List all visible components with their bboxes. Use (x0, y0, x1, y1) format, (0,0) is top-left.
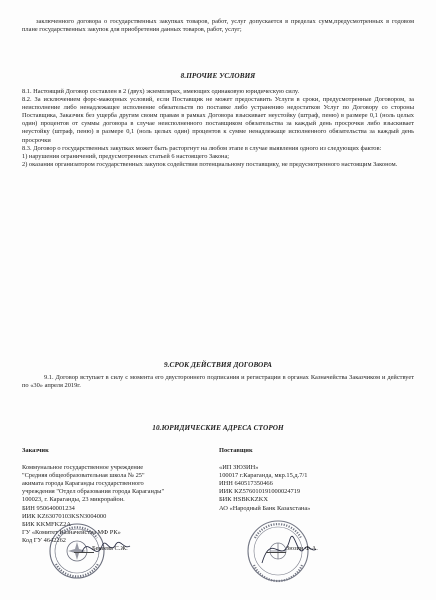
section-9-title: 9.СРОК ДЕЙСТВИЯ ДОГОВОРА (163, 361, 273, 369)
clause-8-3-item-1: 1) нарушения ограничений, предусмотренных статьей 6 настоящего Закона; (22, 152, 230, 160)
supplier-signature-line (266, 552, 286, 553)
supplier-line: АО «Народный Банк Казахстана» (219, 504, 311, 512)
clause-8-3-item-2: 2) оказания организатором государственных закупок содействия потенциальному поставщику, не предусмотренного настоящим Законом. (22, 160, 398, 168)
supplier-seal-and-signature (242, 519, 408, 583)
customer-line: ИИК KZ63070103KSN3004000 (22, 512, 107, 520)
customer-seal-and-signature (48, 522, 208, 580)
customer-heading: Заказчик (22, 447, 49, 454)
customer-line: учреждения "Отдел образования города Караганды" (22, 488, 165, 496)
customer-line: акимата города Караганды государственного (22, 480, 144, 488)
intro-paragraph: заключенного договора о государственных закупках товаров, работ, услуг допускается в пределах сумм,предусмотренных в годовом плане государственных закупок для приобретения данных товаров, работ, услуг; (22, 18, 414, 34)
clause-8-1: 8.1. Настоящий Договор составлен в 2 (двух) экземплярах, имеющих одинаковую юридическую силу. (22, 88, 300, 95)
customer-line: Коммунальное государственное учреждение (22, 464, 144, 472)
supplier-signatory-name: Зюзин Ф.А. (286, 545, 318, 552)
customer-line: Код ГУ 4642262 (22, 536, 66, 544)
customer-line: 100023, г. Караганды, 23 микрорайон. (22, 496, 125, 504)
supplier-line: ИИК KZ576010191000024719 (219, 488, 301, 496)
customer-signature-line (74, 552, 94, 553)
clause-9-1: 9.1. Договор вступает в силу с момента его двустороннего подписания и регистрации в органах Казначейства Заказчиком и действует по «30» апреля 2019г. (22, 374, 414, 390)
supplier-line: «ИП ЗЮЗИН» (219, 464, 259, 472)
section-8-body (22, 88, 414, 169)
supplier-details (219, 447, 419, 513)
section-10-title: 10.ЮРИДИЧЕСКИЕ АДРЕСА СТОРОН (152, 424, 284, 432)
customer-line: ГУ «Комитет Казначейства МФ РК» (22, 528, 121, 536)
supplier-line: ИНН 640517350466 (219, 480, 273, 488)
section-8-title: 8.ПРОЧИЕ УСЛОВИЯ (180, 72, 256, 80)
supplier-heading: Поставщик (219, 447, 253, 454)
supplier-line: 100017 г.Караганда, мкр.15,д.7/1 (219, 472, 308, 480)
supplier-line: БИК HSBKKZKX (219, 496, 268, 504)
customer-line: "Средняя общеобразовательная школа № 25" (22, 472, 145, 480)
clause-8-2: 8.2. За исключением форс-мажорных условий, если Поставщик не может предоставить Услуги в сроки, предусмотренные Договором, за неисполнение либо ненадлежащее исполнение обязательств по поставке либо устранению недостатков Услуг по Договору со стороны Поставщика, Заказчик без ущерба другим своим правам в рамках Договора взыскивает неустойку (штраф, пеню) в размере 0,1 (ноль целых один) процентов от суммы договора в случае неисполненного поставщиком обязательства за каждый день просрочки либо взыскивает неустойку (штраф, пеню) в размере 0,1 (ноль целых один) процентов к сумме ненадлежаще исполненного обязательства за каждый день просрочки (22, 96, 414, 144)
customer-signatory-name: Бекеева С.Ж. (92, 545, 128, 552)
clause-8-3: 8.3. Договор о государственных закупках может быть расторгнут на любом этапе в случае выявления одного из следующих фактов: (22, 144, 382, 152)
customer-line: БИН 950640001234 (22, 504, 75, 512)
customer-line: БИК KKMFKZ2A (22, 520, 71, 528)
